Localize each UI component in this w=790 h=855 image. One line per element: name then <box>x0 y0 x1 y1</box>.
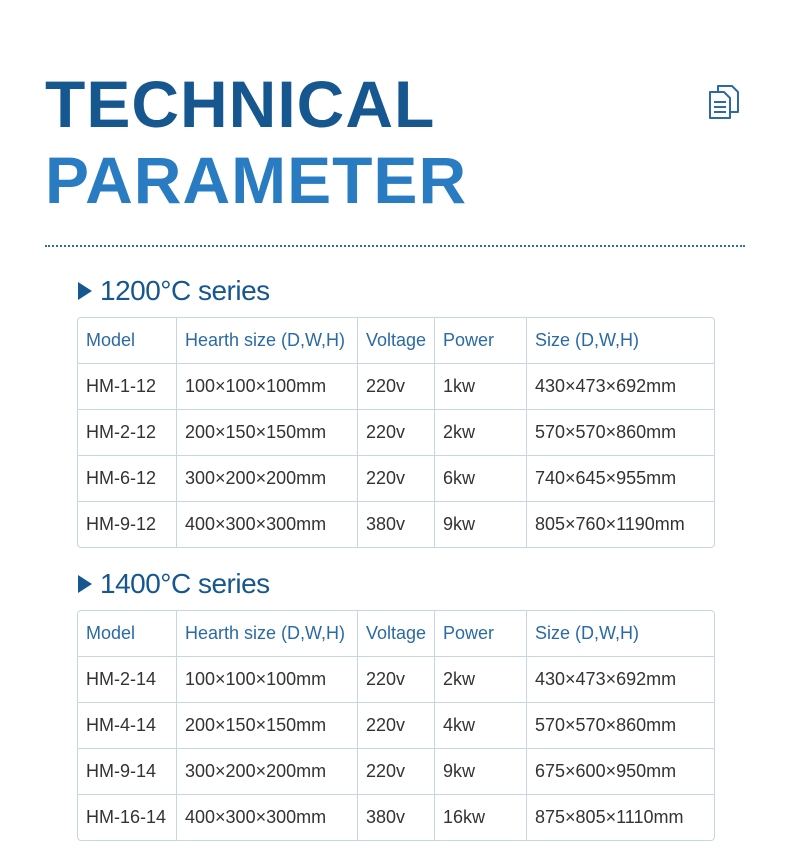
series-heading-1200 <box>78 275 270 307</box>
table-cell: 1kw <box>435 364 527 410</box>
table-cell: 875×805×1110mm <box>535 807 684 827</box>
dotted-divider <box>45 245 745 247</box>
table-row <box>78 749 714 795</box>
table-row <box>78 456 714 502</box>
table-row <box>78 410 714 456</box>
table-cell: 430×473×692mm <box>527 657 714 703</box>
table-cell: 4kw <box>435 703 527 749</box>
table-cell: HM-9-12 <box>78 502 177 547</box>
triangle-bullet-icon <box>78 282 92 300</box>
document-icon <box>706 82 746 122</box>
table-header-row <box>78 611 714 657</box>
table-cell: 9kw <box>435 749 527 795</box>
table-cell: 380v <box>358 502 435 547</box>
table-cell: 220v <box>358 410 435 456</box>
table-row <box>78 364 714 410</box>
spec-table-1400 <box>77 610 715 841</box>
table-cell: 300×200×200mm <box>177 456 358 502</box>
column-header: Voltage <box>358 611 435 657</box>
column-header: Hearth size (D,W,H) <box>177 611 358 657</box>
table-cell: 220v <box>358 749 435 795</box>
table-row <box>78 795 714 840</box>
table-cell: 400×300×300mm <box>177 502 358 547</box>
table-cell: 220v <box>358 657 435 703</box>
table-cell: 740×645×955mm <box>527 456 714 502</box>
table-cell: 220v <box>358 703 435 749</box>
table-cell: 100×100×100mm <box>177 657 358 703</box>
column-header: Size (D,W,H) <box>527 318 714 364</box>
table-cell: 400×300×300mm <box>177 795 358 840</box>
title-line-1: TECHNICAL <box>45 67 436 141</box>
table-row <box>78 657 714 703</box>
table-cell: 9kw <box>435 502 527 547</box>
triangle-bullet-icon <box>78 575 92 593</box>
table-cell: 570×570×860mm <box>527 703 714 749</box>
table-cell: 220v <box>358 364 435 410</box>
series-heading-text: 1200°C series <box>100 275 270 306</box>
column-header: Model <box>78 611 177 657</box>
table-row <box>78 502 714 547</box>
table-cell: 6kw <box>435 456 527 502</box>
table-row <box>78 703 714 749</box>
column-header: Power <box>435 318 527 364</box>
column-header: Model <box>78 318 177 364</box>
table-header-row <box>78 318 714 364</box>
table-cell: HM-9-14 <box>78 749 177 795</box>
column-header: Hearth size (D,W,H) <box>177 318 358 364</box>
spec-table-1200 <box>77 317 715 548</box>
table-cell: 675×600×950mm <box>527 749 714 795</box>
table-cell: 16kw <box>435 795 527 840</box>
table-cell: 300×200×200mm <box>177 749 358 795</box>
table-cell: HM-16-14 <box>78 795 177 840</box>
table-cell: 2kw <box>435 410 527 456</box>
title-line-2: PARAMETER <box>45 143 468 217</box>
column-header: Power <box>435 611 527 657</box>
table-cell: HM-6-12 <box>78 456 177 502</box>
table-cell: 2kw <box>435 657 527 703</box>
series-heading-1400 <box>78 568 270 600</box>
page-title <box>45 66 467 218</box>
column-header: Voltage <box>358 318 435 364</box>
table-cell: 220v <box>358 456 435 502</box>
series-heading-text: 1400°C series <box>100 568 270 599</box>
table-cell: HM-1-12 <box>78 364 177 410</box>
table-cell: HM-2-12 <box>78 410 177 456</box>
table-cell: HM-4-14 <box>78 703 177 749</box>
table-cell: 200×150×150mm <box>177 410 358 456</box>
table-cell: 100×100×100mm <box>177 364 358 410</box>
table-cell: HM-2-14 <box>78 657 177 703</box>
table-cell: 570×570×860mm <box>527 410 714 456</box>
table-cell: 200×150×150mm <box>177 703 358 749</box>
table-cell: 380v <box>358 795 435 840</box>
column-header: Size (D,W,H) <box>527 611 714 657</box>
table-cell: 430×473×692mm <box>527 364 714 410</box>
table-cell: 805×760×1190mm <box>535 514 685 534</box>
